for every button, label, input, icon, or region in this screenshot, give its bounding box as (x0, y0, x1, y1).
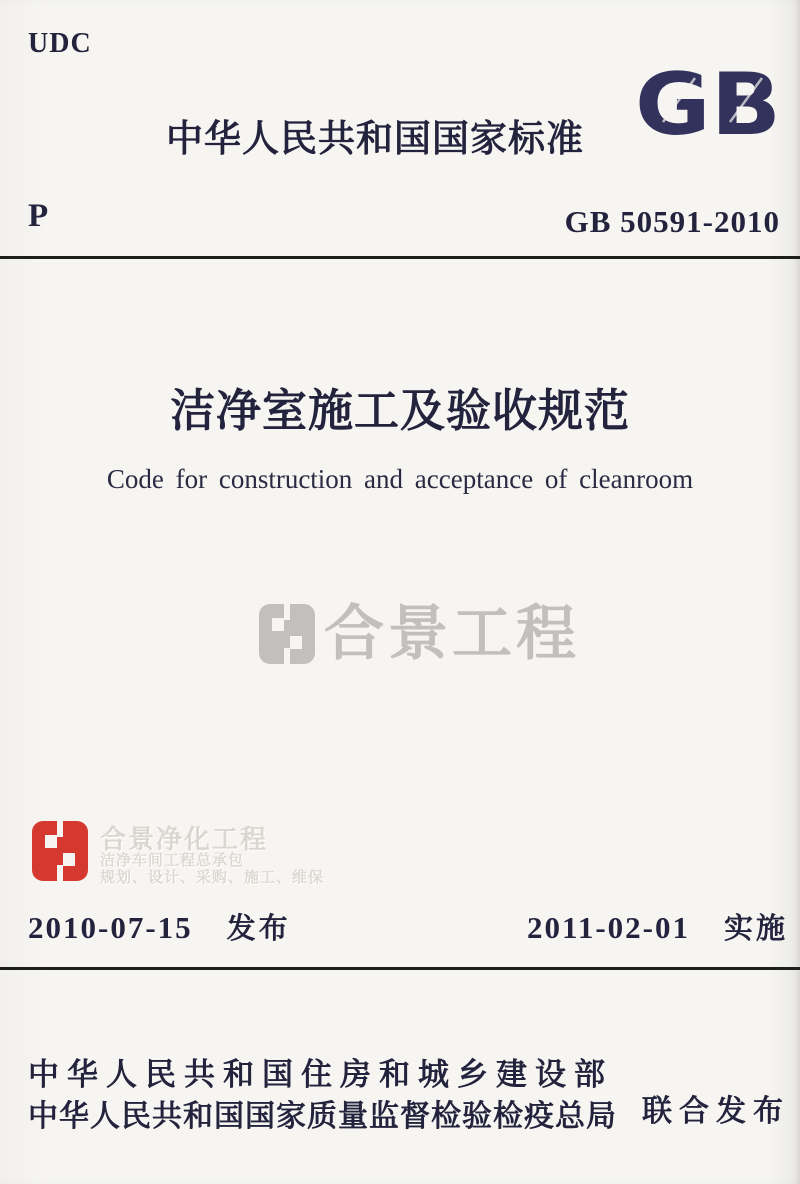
title-chinese: 洁净室施工及验收规范 (169, 386, 630, 436)
bottom-divider (0, 967, 800, 970)
hejing-company-logo-icon (32, 821, 88, 881)
classification-code: P (28, 198, 49, 234)
national-standard-heading: 中华人民共和国国家标准 (166, 118, 584, 159)
company-name: 合景净化工程 (100, 824, 269, 854)
top-divider (0, 256, 800, 259)
effective-date: 2011-02-01 (527, 910, 690, 945)
effective-date-group (527, 906, 788, 947)
issue-date-label: 发布 (226, 913, 291, 945)
title-english: Code for construction and acceptance of cleanroom (106, 464, 694, 494)
publisher-line-1: 中华人民共和国住房和城乡建设部 (28, 1057, 613, 1092)
publisher-line-2: 中华人民共和国国家质量监督检验检疫总局 (28, 1100, 617, 1133)
udc-label: UDC (28, 28, 92, 59)
gb-emblem-icon (633, 58, 783, 148)
joint-publish-label: 联合发布 (642, 1095, 790, 1128)
publishers-block (28, 1054, 790, 1138)
effective-date-label: 实施 (723, 913, 788, 945)
issue-date-group (28, 906, 291, 947)
company-tagline-services: 规划、设计、采购、施工、维保 (100, 869, 325, 886)
issue-date: 2010-07-15 (28, 910, 193, 945)
standard-number: GB 50591-2010 (564, 204, 780, 239)
hejing-monogram-watermark-icon (258, 604, 316, 664)
date-row (28, 906, 788, 947)
company-tagline-business: 洁净车间工程总承包 (100, 852, 245, 869)
watermark-text: 合景工程 (324, 600, 580, 667)
gb-emblem-text: GB (635, 58, 781, 148)
